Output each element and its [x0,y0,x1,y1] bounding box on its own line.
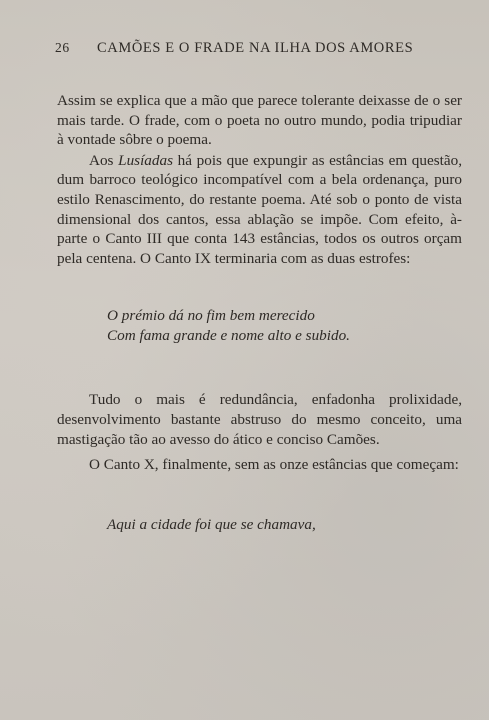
body-text [57,91,462,535]
paragraph-2-start: Aos [89,151,119,169]
paragraph-2 [57,151,462,269]
running-title: CAMÕES E O FRADE NA ILHA DOS AMORES [97,40,414,56]
paragraph-4: O Canto X, finalmente, sem as onze estâncias que começam: [89,456,459,474]
running-head [55,40,435,57]
paragraph-1: Assim se explica que a mão que parece tolerante deixasse de o ser mais tarde. O frade, com o poeta no outro mundo, podia tripudiar à vontade sôbre o poema. [57,92,462,149]
paragraph-2-rest: há pois que expungir as estâncias em questão, dum barroco teológico incompatível com a bela ordenança, puro estilo Renascimento, do restante poema. Até sob o ponto de vista dimensional dos cantos, essa ablação se impõe. Com efeito, à-parte o Canto III que conta 143 estâncias, todos os outros orçam pela centena. O Canto IX terminaria com as duas estrofes: [57,151,462,267]
lusiadas-title: Lusíadas [118,151,173,169]
page-number: 26 [55,40,70,55]
verse-line-2: Com fama grande e nome alto e subido. [107,327,350,345]
paragraph-3: Tudo o mais é redundância, enfadonha prolixidade, desenvolvimento bastante abstruso do mesmo conceito, uma mastigação tão ao avesso do ático e conciso Camões. [57,391,462,448]
verse-line-3: Aqui a cidade foi que se chamava, [107,515,316,533]
verse-line-1: O prémio dá no fim bem merecido [107,307,315,325]
